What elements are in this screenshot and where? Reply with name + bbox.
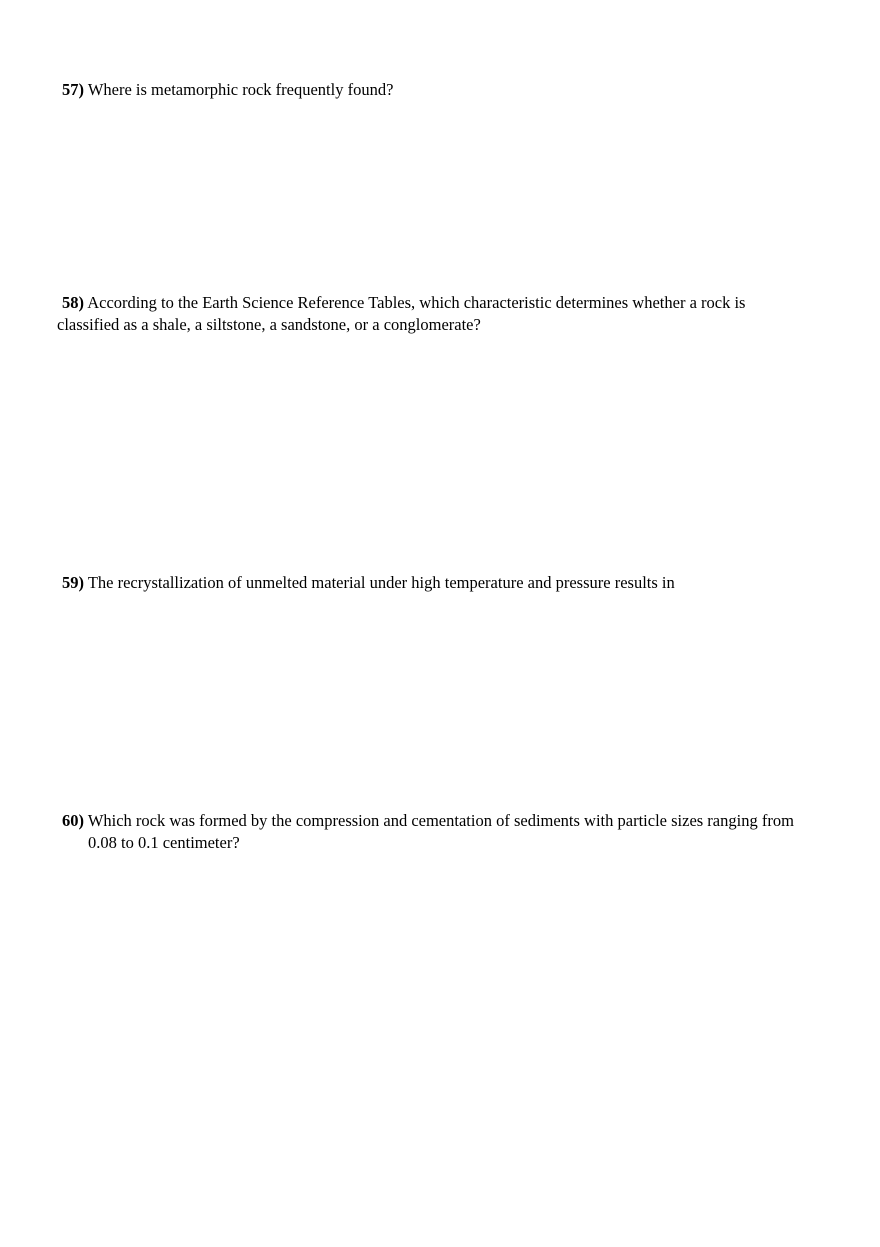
question-line xyxy=(62,79,393,101)
question-58 xyxy=(57,292,745,336)
question-number: 57) xyxy=(62,80,84,99)
question-number: 60) xyxy=(62,811,84,830)
question-text: Which rock was formed by the compression and cementation of sediments with particle sizes ranging from xyxy=(87,811,794,830)
question-line xyxy=(62,810,794,832)
question-line: 0.08 to 0.1 centimeter? xyxy=(88,833,240,852)
question-text: Where is metamorphic rock frequently found? xyxy=(87,80,394,99)
question-text: According to the Earth Science Reference Tables, which characteristic determines whether a rock is xyxy=(87,293,746,312)
question-line xyxy=(62,572,675,594)
question-line: classified as a shale, a siltstone, a sandstone, or a conglomerate? xyxy=(57,315,481,334)
question-number: 58) xyxy=(62,293,84,312)
question-text: The recrystallization of unmelted material under high temperature and pressure results in xyxy=(87,573,675,592)
question-60 xyxy=(62,810,794,854)
question-number: 59) xyxy=(62,573,84,592)
question-line xyxy=(57,292,745,314)
question-59 xyxy=(62,572,675,594)
question-57 xyxy=(62,79,393,101)
